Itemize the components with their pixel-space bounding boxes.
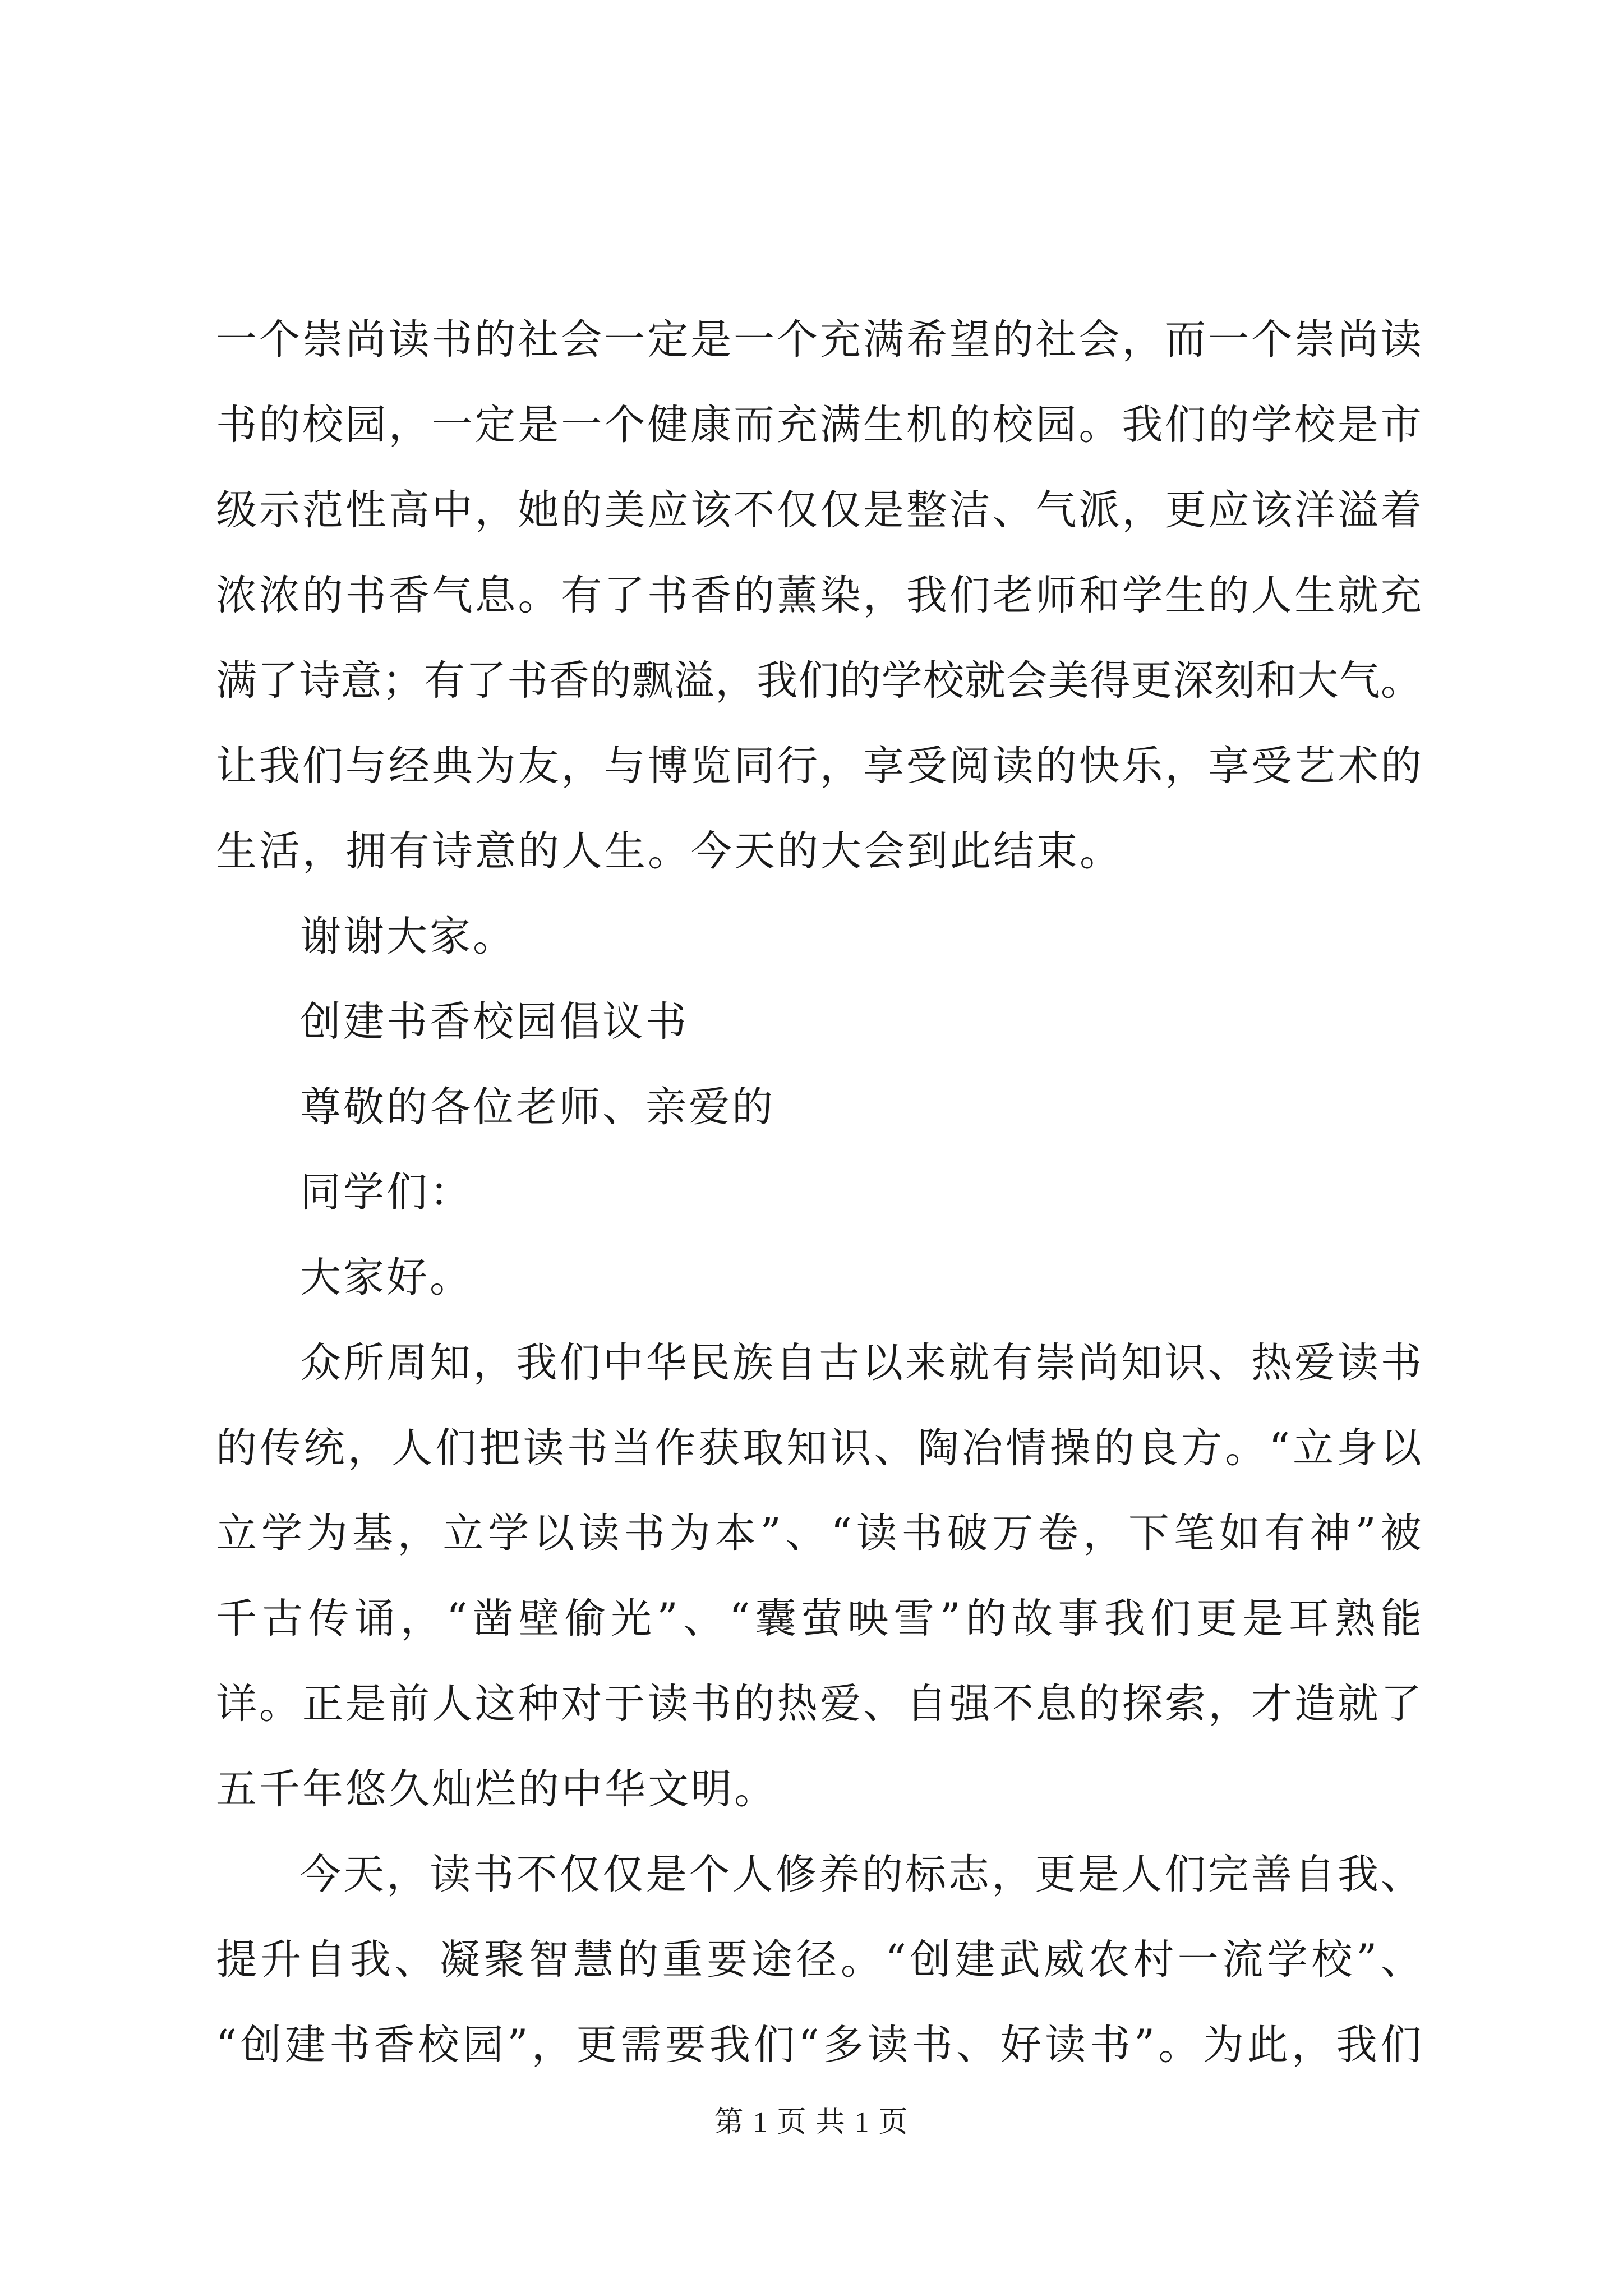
- text-line: 的 传 统 ， 人 们 把 读 书 当 作 获 取 知 识 、 陶 冶 情 操 的 良 方 。 “ 立 身 以: [216, 1424, 1422, 1472]
- page-footer: 第 1 页 共 1 页: [714, 2106, 909, 2138]
- section-title: 创建书香校园倡议书: [300, 998, 689, 1046]
- salutation-line: 同学们：: [300, 1168, 473, 1216]
- text-line: 一 个 崇 尚 读 书 的 社 会 一 定 是 一 个 充 满 希 望 的 社 会 ， 而 一 个 崇 尚 读: [216, 316, 1422, 364]
- text-line: 书 的 校 园 ， 一 定 是 一 个 健 康 而 充 满 生 机 的 校 园 。 我 们 的 学 校 是 市: [216, 401, 1422, 449]
- text-line: 提 升 自 我 、 凝 聚 智 慧 的 重 要 途 径 。 “ 创 建 武 威 农 村 一 流 学 校 ” 、: [216, 1936, 1422, 1984]
- text-line: “ 创 建 书 香 校 园 ” ， 更 需 要 我 们 “ 多 读 书 、 好 读 书 ” 。 为 此 ， 我 们: [216, 2021, 1422, 2069]
- text-line: 详 。 正 是 前 人 这 种 对 于 读 书 的 热 爱 、 自 强 不 息 的 探 索 ， 才 造 就 了: [216, 1680, 1422, 1728]
- paragraph-first-line: 众 所 周 知 ， 我 们 中 华 民 族 自 古 以 来 就 有 崇 尚 知 识 、 热 爱 读 书: [300, 1339, 1422, 1387]
- text-line: 五千年悠久灿烂的中华文明。: [216, 1765, 777, 1813]
- text-line: 级 示 范 性 高 中 ， 她 的 美 应 该 不 仅 仅 是 整 洁 、 气 派 ， 更 应 该 洋 溢 着: [216, 486, 1422, 534]
- greeting-line: 大家好。: [300, 1254, 473, 1301]
- text-line: 生活，拥有诗意的人生。今天的大会到此结束。: [216, 827, 1123, 875]
- text-line: 千 古 传 诵 ， “ 凿 壁 偷 光 ” 、 “ 囊 萤 映 雪 ” 的 故 事 我 们 更 是 耳 熟 能: [216, 1595, 1422, 1642]
- text-line: 浓 浓 的 书 香 气 息 。 有 了 书 香 的 薰 染 ， 我 们 老 师 和 学 生 的 人 生 就 充: [216, 572, 1422, 619]
- document-body: [216, 297, 1422, 2088]
- salutation-line: 尊敬的各位老师、亲爱的: [300, 1083, 775, 1131]
- paragraph-first-line: 今 天 ， 读 书 不 仅 仅 是 个 人 修 养 的 标 志 ， 更 是 人 们 完 善 自 我 、: [300, 1851, 1422, 1898]
- text-line: 让 我 们 与 经 典 为 友 ， 与 博 览 同 行 ， 享 受 阅 读 的 快 乐 ， 享 受 艺 术 的: [216, 742, 1422, 790]
- text-line: 满 了 诗 意 ； 有 了 书 香 的 飘 溢 ， 我 们 的 学 校 就 会 美 得 更 深 刻 和 大 气 。: [216, 657, 1422, 705]
- closing-thanks: 谢谢大家。: [300, 913, 516, 960]
- text-line: 立 学 为 基 ， 立 学 以 读 书 为 本 ” 、 “ 读 书 破 万 卷 ， 下 笔 如 有 神 ” 被: [216, 1510, 1422, 1557]
